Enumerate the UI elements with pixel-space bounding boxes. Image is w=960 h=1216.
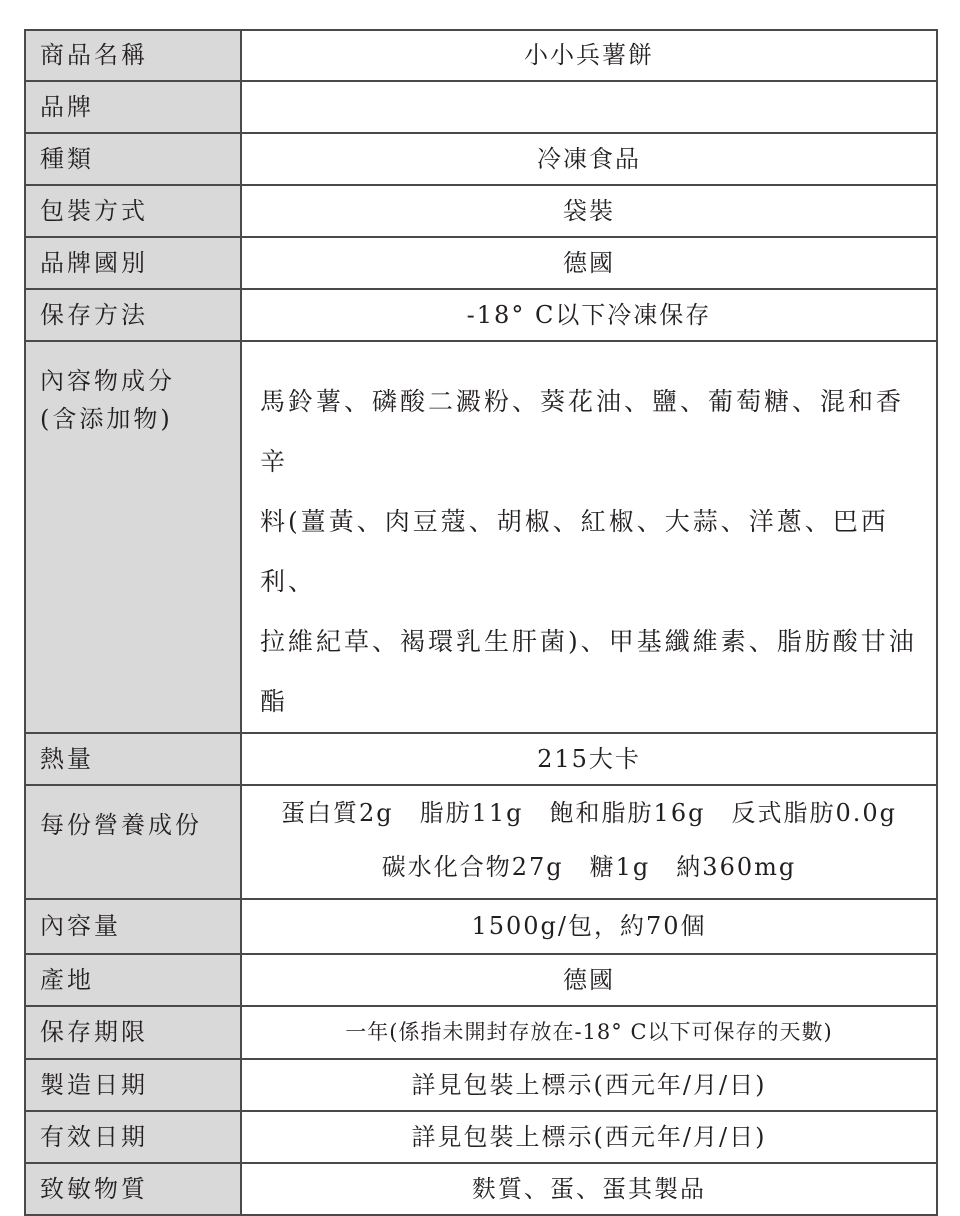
ingredients-line: 拉維紀草、褐環乳生肝菌)、甲基纖維素、脂肪酸甘油酯 — [260, 627, 917, 716]
table-row — [25, 1006, 937, 1059]
row-label: 製造日期 — [25, 1059, 241, 1111]
row-value — [241, 81, 937, 133]
row-label-line: 內容物成分 — [40, 367, 175, 395]
ingredients-value — [241, 341, 937, 733]
row-label: 有效日期 — [25, 1111, 241, 1163]
row-label: 保存期限 — [25, 1006, 241, 1059]
row-value: 1500g/包，約70個 — [241, 899, 937, 954]
row-label: 產地 — [25, 954, 241, 1006]
ingredients-line: 料(薑黃、肉豆蔻、胡椒、紅椒、大蒜、洋蔥、巴西利、 — [260, 507, 889, 596]
row-value: 215大卡 — [241, 733, 937, 785]
table-row — [25, 237, 937, 289]
row-label: 致敏物質 — [25, 1163, 241, 1215]
nutrition-line: 碳水化合物27g 糖1g 納360mg — [381, 853, 797, 881]
row-label-line: (含添加物) — [40, 405, 173, 433]
row-label: 熱量 — [25, 733, 241, 785]
table-row — [25, 81, 937, 133]
table-row — [25, 1111, 937, 1163]
row-label: 種類 — [25, 133, 241, 185]
row-value: 詳見包裝上標示(西元年/月/日) — [241, 1059, 937, 1111]
row-value: 麩質、蛋、蛋其製品 — [241, 1163, 937, 1215]
row-label: 品牌 — [25, 81, 241, 133]
table-row — [25, 785, 937, 899]
row-value: 冷凍食品 — [241, 133, 937, 185]
nutrition-value — [241, 785, 937, 899]
row-label: 包裝方式 — [25, 185, 241, 237]
table-row — [25, 954, 937, 1006]
row-label: 每份營養成份 — [25, 785, 241, 899]
row-label: 品牌國別 — [25, 237, 241, 289]
row-label: 保存方法 — [25, 289, 241, 341]
table-row — [25, 133, 937, 185]
ingredients-line: 馬鈴薯、磷酸二澱粉、葵花油、鹽、葡萄糖、混和香辛 — [260, 387, 905, 476]
row-value: 小小兵薯餅 — [241, 30, 937, 81]
row-label — [25, 341, 241, 733]
row-value: -18° C以下冷凍保存 — [241, 289, 937, 341]
nutrition-line: 蛋白質2g 脂肪11g 飽和脂肪16g 反式脂肪0.0g — [281, 799, 897, 827]
table-row — [25, 1059, 937, 1111]
table-row — [25, 733, 937, 785]
row-label: 內容量 — [25, 899, 241, 954]
row-value: 袋裝 — [241, 185, 937, 237]
row-label: 商品名稱 — [25, 30, 241, 81]
row-value: 一年(係指未開封存放在-18° C以下可保存的天數) — [241, 1006, 937, 1059]
table-row — [25, 30, 937, 81]
row-value: 德國 — [241, 237, 937, 289]
table-row — [25, 185, 937, 237]
product-spec-table — [24, 29, 938, 1216]
table-row — [25, 899, 937, 954]
table-row — [25, 289, 937, 341]
row-value: 德國 — [241, 954, 937, 1006]
table-row — [25, 341, 937, 733]
row-value: 詳見包裝上標示(西元年/月/日) — [241, 1111, 937, 1163]
table-row — [25, 1163, 937, 1215]
